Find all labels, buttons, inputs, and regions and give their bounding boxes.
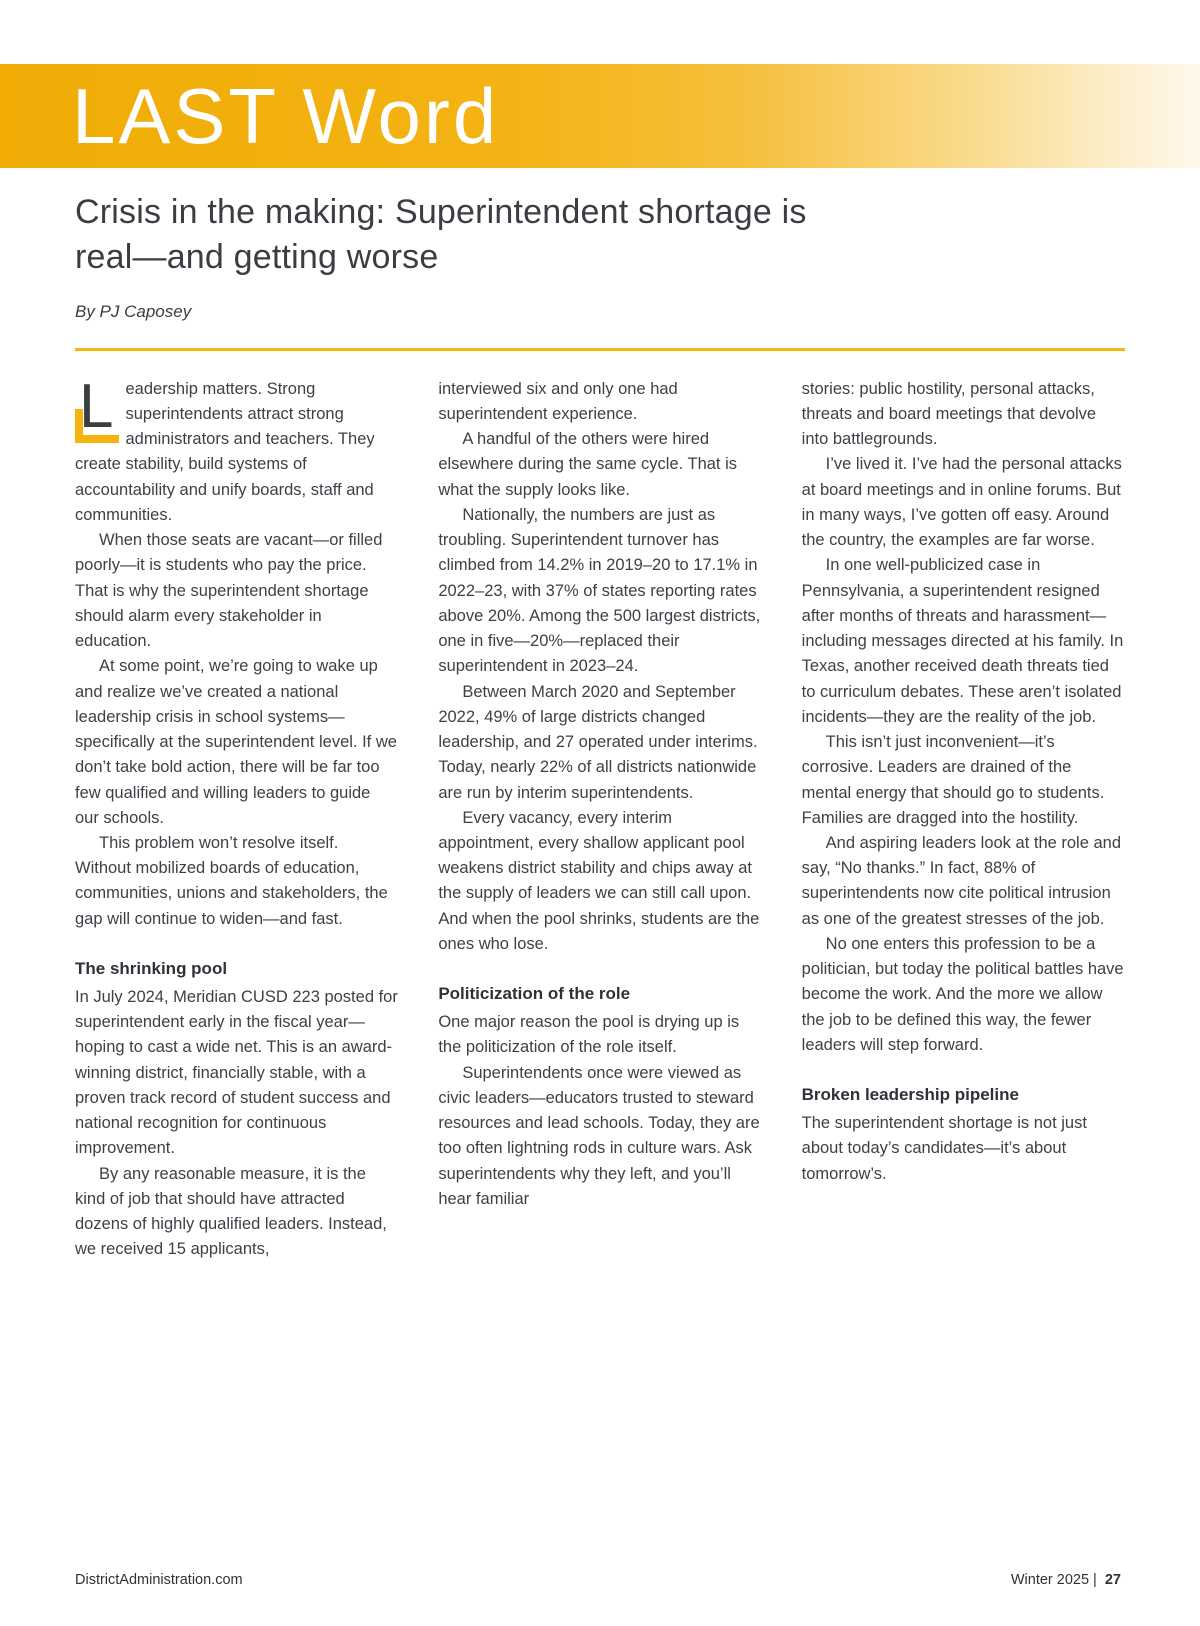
column-1 xyxy=(75,371,398,1263)
divider-rule xyxy=(75,348,1125,351)
body-paragraph: And aspiring leaders look at the role and say, “No thanks.” In fact, 88% of superintendents now cite political intrusion as one of the greatest stresses of the job. xyxy=(801,833,1122,928)
section-heading: Broken leadership pipeline xyxy=(801,1085,1019,1105)
footer-page-number: 27 xyxy=(1104,1572,1121,1588)
section-heading: Politicization of the role xyxy=(438,984,631,1004)
footer-issue-page xyxy=(1011,1572,1125,1588)
article-content xyxy=(75,190,1125,1262)
body-paragraph: In July 2024, Meridian CUSD 223 posted for superintendent early in the fiscal year—hoping to cast a wide net. This is an award-winning district, financially stable, with a proven track record of student success and national recognition for continuous improvement. xyxy=(75,987,398,1158)
section-heading: The shrinking pool xyxy=(75,958,228,978)
body-paragraph: This problem won’t resolve itself. Without mobilized boards of education, communities, unions and stakeholders, the gap will continue to widen—and fast. xyxy=(75,833,388,928)
body-paragraph: Between March 2020 and September 2022, 49% of large districts changed leadership, and 27 operated under interims. Today, nearly 22% of all districts nationwide are run by interim superintendents. xyxy=(438,682,758,802)
body-paragraph: One major reason the pool is drying up is the politicization of the role itself. xyxy=(438,1013,740,1057)
body-paragraph: By any reasonable measure, it is the kind of job that should have attracted dozens of highly qualified leaders. Instead, we received 15 applicants, xyxy=(75,1164,387,1259)
body-paragraph: No one enters this profession to be a politician, but today the political battles have become the work. And the more we allow the job to be defined this way, the fewer leaders will step forward. xyxy=(801,934,1124,1054)
body-paragraph: Every vacancy, every interim appointment, every shallow applicant pool weakens district stability and chips away at the supply of leaders we can still call upon. And when the pool shrinks, students are the ones who lose. xyxy=(438,808,760,953)
column-3 xyxy=(802,377,1125,1263)
body-paragraph: At some point, we’re going to wake up and realize we’ve created a national leadership crisis in school systems—specifically at the superintendent level. If we don’t take bold action, there will be far too few qualified and willing leaders to guide our schools. xyxy=(75,657,397,827)
body-paragraph: Superintendents once were viewed as civic leaders—educators trusted to steward resources and lead schools. Today, they are too often lightning rods in culture wars. Ask superintendents why they left, and you’ll hear familiar xyxy=(438,1063,760,1208)
column-2 xyxy=(438,377,761,1263)
body-paragraph: In one well-publicized case in Pennsylvania, a superintendent resigned after months of threats and harassment—including messages directed at his family. In Texas, another received death threats tied to curriculum debates. These aren’t isolated incidents—they are the reality of the job. xyxy=(801,556,1124,726)
drop-cap: L xyxy=(75,377,125,447)
footer xyxy=(75,1572,1125,1588)
banner-title: LAST Word xyxy=(72,72,500,160)
body-paragraph: I’ve lived it. I’ve had the personal attacks at board meetings and in online forums. But in many ways, I’ve gotten off easy. Around the country, the examples are far worse. xyxy=(801,455,1122,550)
body-paragraph: Nationally, the numbers are just as troubling. Superintendent turnover has climbed from 14.2% in 2019–20 to 17.1% in 2022–23, with 37% of states reporting rates above 20%. Among the 500 largest districts, one in five—20%—replaced their superintendent in 2023–24. xyxy=(438,505,761,676)
body-paragraph: This isn’t just inconvenient—it’s corrosive. Leaders are drained of the mental energy that should go to students. Families are dragged into the hostility. xyxy=(801,733,1105,827)
body-paragraph: stories: public hostility, personal attacks, threats and board meetings that devolve into battlegrounds. xyxy=(801,379,1097,449)
footer-site: DistrictAdministration.com xyxy=(75,1572,243,1588)
body-paragraph: A handful of the others were hired elsewhere during the same cycle. That is what the supply looks like. xyxy=(438,430,738,499)
body-paragraph: interviewed six and only one had superintendent experience. xyxy=(438,379,678,423)
body-paragraph: Leadership matters. Strong superintendents attract strong administrators and teachers. They create stability, build systems of accountability and unify boards, staff and communities. xyxy=(75,371,375,524)
body-paragraph: When those seats are vacant—or filled poorly—it is students who pay the price. That is why the superintendent shortage should alarm every stakeholder in education. xyxy=(75,531,383,651)
footer-issue: Winter 2025 xyxy=(1010,1572,1090,1588)
article-title: Crisis in the making: Superintendent shortage is real—and getting worse xyxy=(75,193,807,276)
last-word-banner xyxy=(0,64,1200,168)
footer-separator: | xyxy=(1093,1572,1097,1588)
columns xyxy=(75,371,1125,1263)
byline: By PJ Caposey xyxy=(75,301,192,321)
body-paragraph: The superintendent shortage is not just about today’s candidates—it’s about tomorrow’s. xyxy=(801,1114,1087,1183)
